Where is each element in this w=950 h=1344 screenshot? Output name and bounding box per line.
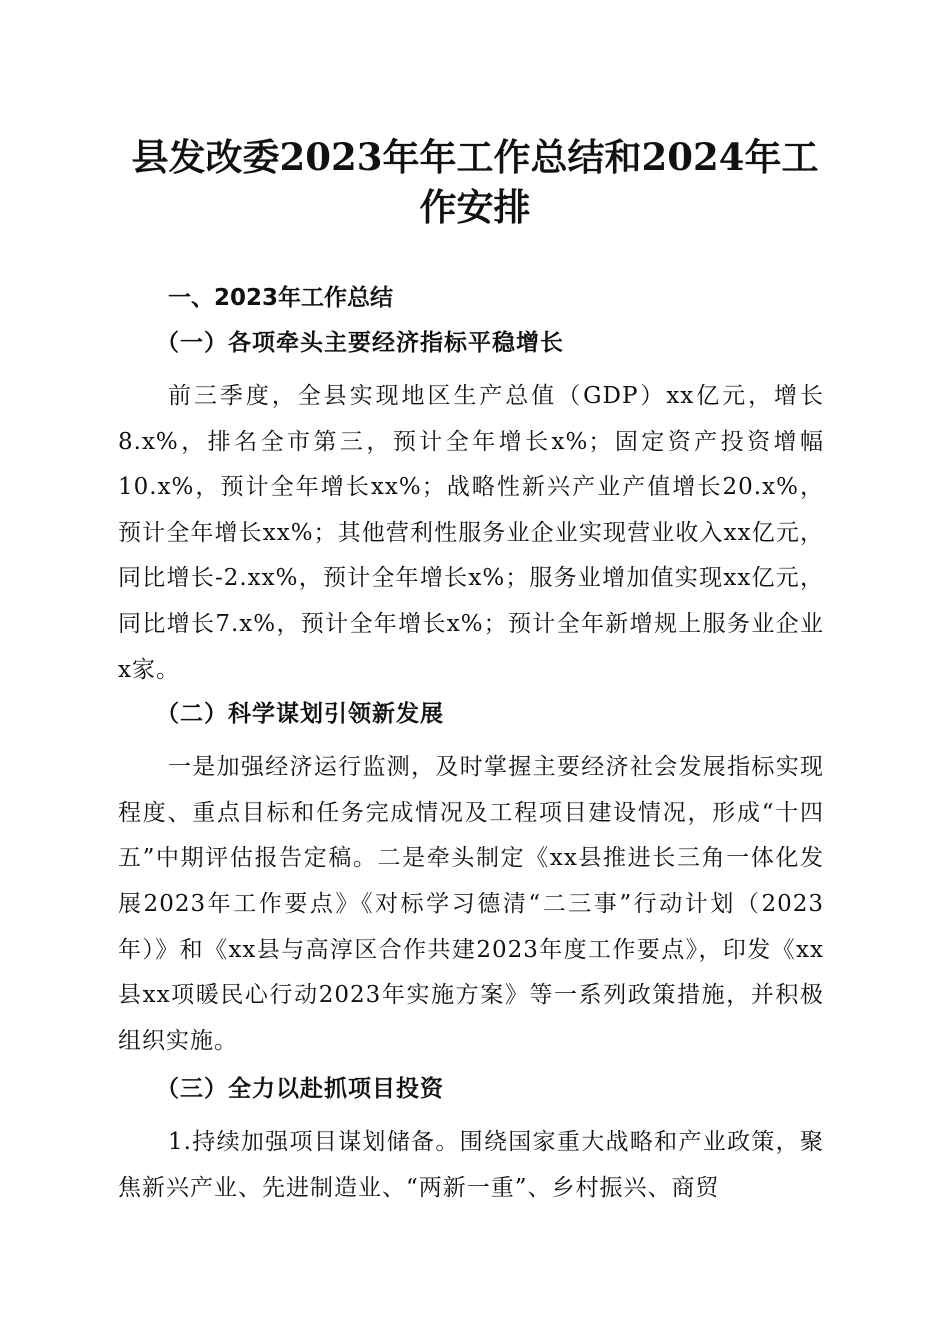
paragraph-indicators: 前三季度，全县实现地区生产总值（GDP）xx亿元，增长8.x%，排名全市第三，预计全年增长x%；固定资产投资增幅10.x%，预计全年增长xx%；战略性新兴产业产值增长20.x%，预计全年增长xx%；其他营利性服务业企业实现营业收入xx亿元，同比增长-2.xx%，预计全年增长x%；服务业增加值实现xx亿元，同比增长7.x%，预计全年增长x%；预计全年新增规上服务业企业x家。	[118, 383, 824, 683]
paragraph-projects: 1.持续加强项目谋划储备。围绕国家重大战略和产业政策，聚焦新兴产业、先进制造业、“两新一重”、乡村振兴、商贸	[118, 1129, 824, 1201]
paragraph-planning: 一是加强经济运行监测，及时掌握主要经济社会发展指标实现程度、重点目标和任务完成情况及工程项目建设情况，形成“十四五”中期评估报告定稿。二是牵头制定《xx县推进长三角一体化发展2023年工作要点》《对标学习德清“二三事”行动计划（2023年）》和《xx县与高淳区合作共建2023年度工作要点》，印发《xx县xx项暖民心行动2023年实施方案》等一系列政策措施，并积极组织实施。	[118, 754, 824, 1054]
section-heading: 一、2023年工作总结	[168, 285, 394, 311]
subsection-heading-1: （一）各项牵头主要经济指标平稳增长	[156, 329, 564, 356]
document-title: 县发改委2023年年工作总结和2024年工作安排	[131, 135, 819, 229]
subsection-heading-2: （二）科学谋划引领新发展	[156, 700, 444, 728]
document-body	[118, 282, 824, 1212]
subsection-heading-3: （三）全力以赴抓项目投资	[156, 1075, 444, 1103]
